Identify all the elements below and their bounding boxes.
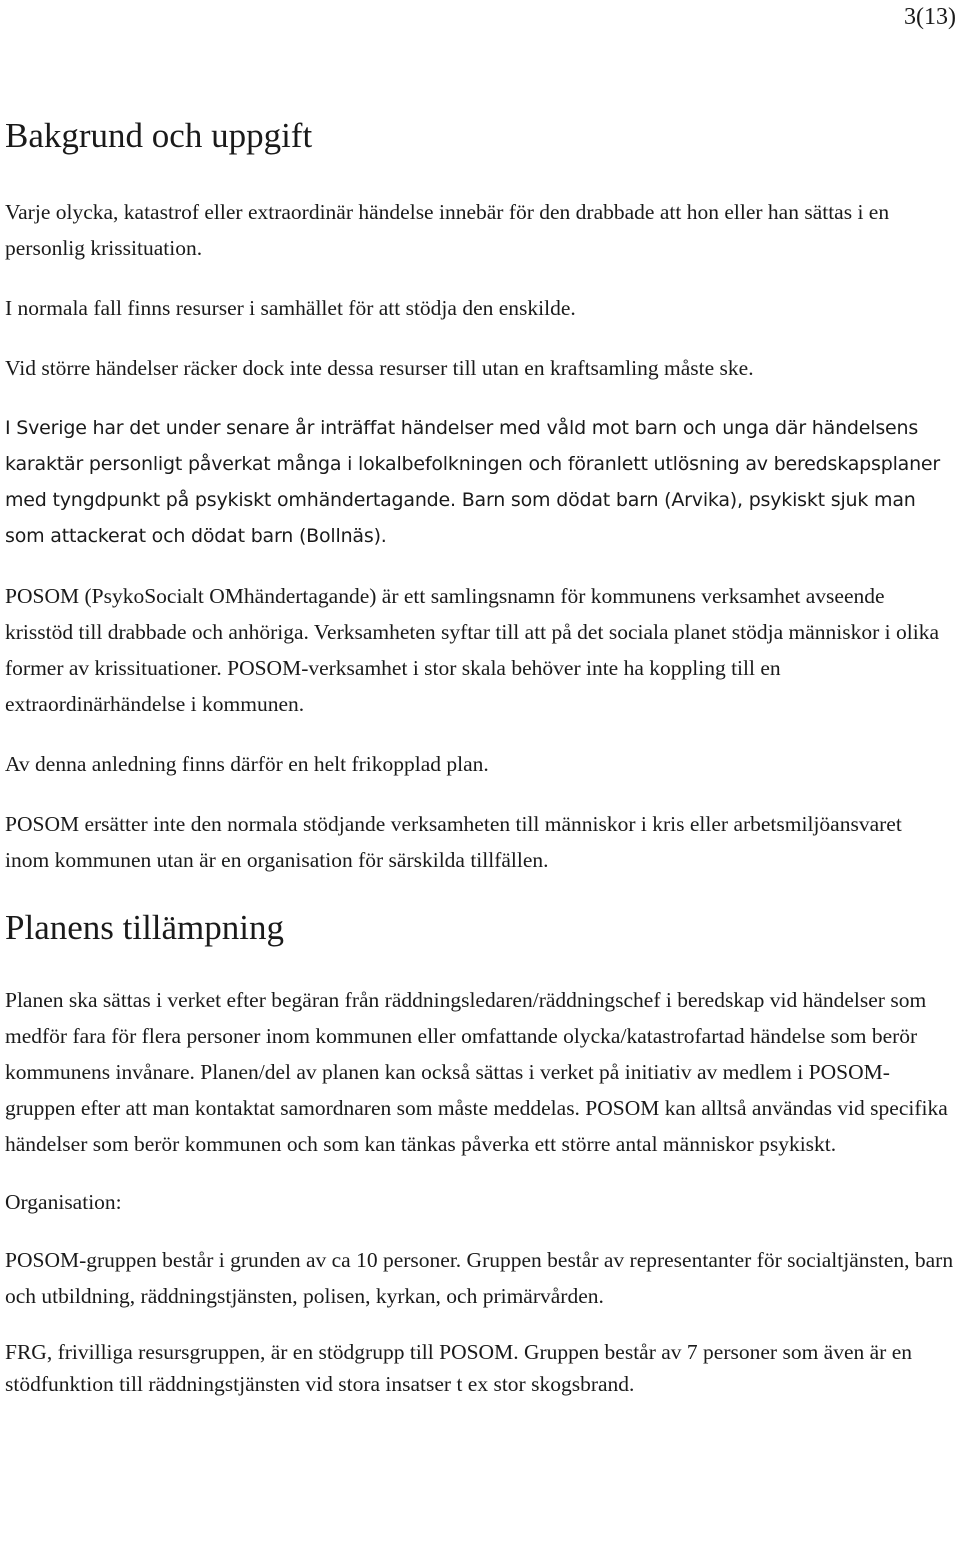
document-body	[5, 114, 955, 1400]
paragraph-varje-olycka: Varje olycka, katastrof eller extraordinär händelse innebär för den drabbade att hon eller han sättas i en personlig krissituation.	[5, 200, 890, 260]
heading-bakgrund: Bakgrund och uppgift	[5, 116, 313, 155]
paragraph-i-sverige: I Sverige har det under senare år inträffat händelser med våld mot barn och unga där händelsens karaktär personligt påverkat många i lokalbefolkningen och föranlett utlösning av beredskapsplaner med tyngdpunkt på psykiskt omhändertagande. Barn som dödat barn (Arvika), psykiskt sjuk man som attackerat och dödat barn (Bollnäs).	[5, 417, 941, 547]
heading-planens-tillampning: Planens tillämpning	[5, 908, 285, 947]
paragraph-normala-fall: I normala fall finns resurser i samhället för att stödja den enskilde.	[5, 296, 576, 320]
paragraph-posom-definition: POSOM (PsykoSocialt OMhändertagande) är ett samlingsnamn för kommunens verksamhet avseende krisstöd till drabbade och anhöriga. Verksamheten syftar till att på det sociala planet stödja människor i olika former av krissituationer. POSOM-verksamhet i stor skala behöver inte ha koppling till en extraordinärhändelse i kommunen.	[5, 584, 940, 716]
paragraph-planen-ska: Planen ska sättas i verket efter begäran från räddningsledaren/räddningschef i beredskap vid händelser som medför fara för flera personer inom kommunen eller omfattande olycka/katastrofartad händelse som berör kommunens invånare. Planen/del av planen kan också sättas i verket på initiativ av medlem i POSOM-gruppen efter att man kontaktat samordnaren som måste meddelas. POSOM kan alltså användas vid specifika händelser som berör kommunen och som kan tänkas påverka ett större antal människor psykiskt.	[5, 988, 948, 1156]
paragraph-posom-ersatter: POSOM ersätter inte den normala stödjande verksamheten till människor i kris eller arbetsmiljöansvaret inom kommunen utan är en organisation för särskilda tillfällen.	[5, 812, 902, 872]
paragraph-posom-gruppen: POSOM-gruppen består i grunden av ca 10 personer. Gruppen består av representanter för socialtjänsten, barn och utbildning, räddningstjänsten, polisen, kyrkan, och primärvården.	[5, 1248, 954, 1308]
page-number: 3(13)	[904, 4, 956, 30]
paragraph-storre-handelser: Vid större händelser räcker dock inte dessa resurser till utan en kraftsamling måste ske.	[5, 356, 754, 380]
paragraph-organisation-label: Organisation:	[5, 1190, 122, 1214]
paragraph-frg: FRG, frivilliga resursgruppen, är en stödgrupp till POSOM. Gruppen består av 7 personer som även är en stödfunktion till räddningstjänsten vid stora insatser t ex stor skogsbrand.	[5, 1340, 912, 1396]
paragraph-frikopplad-plan: Av denna anledning finns därför en helt frikopplad plan.	[5, 752, 489, 776]
